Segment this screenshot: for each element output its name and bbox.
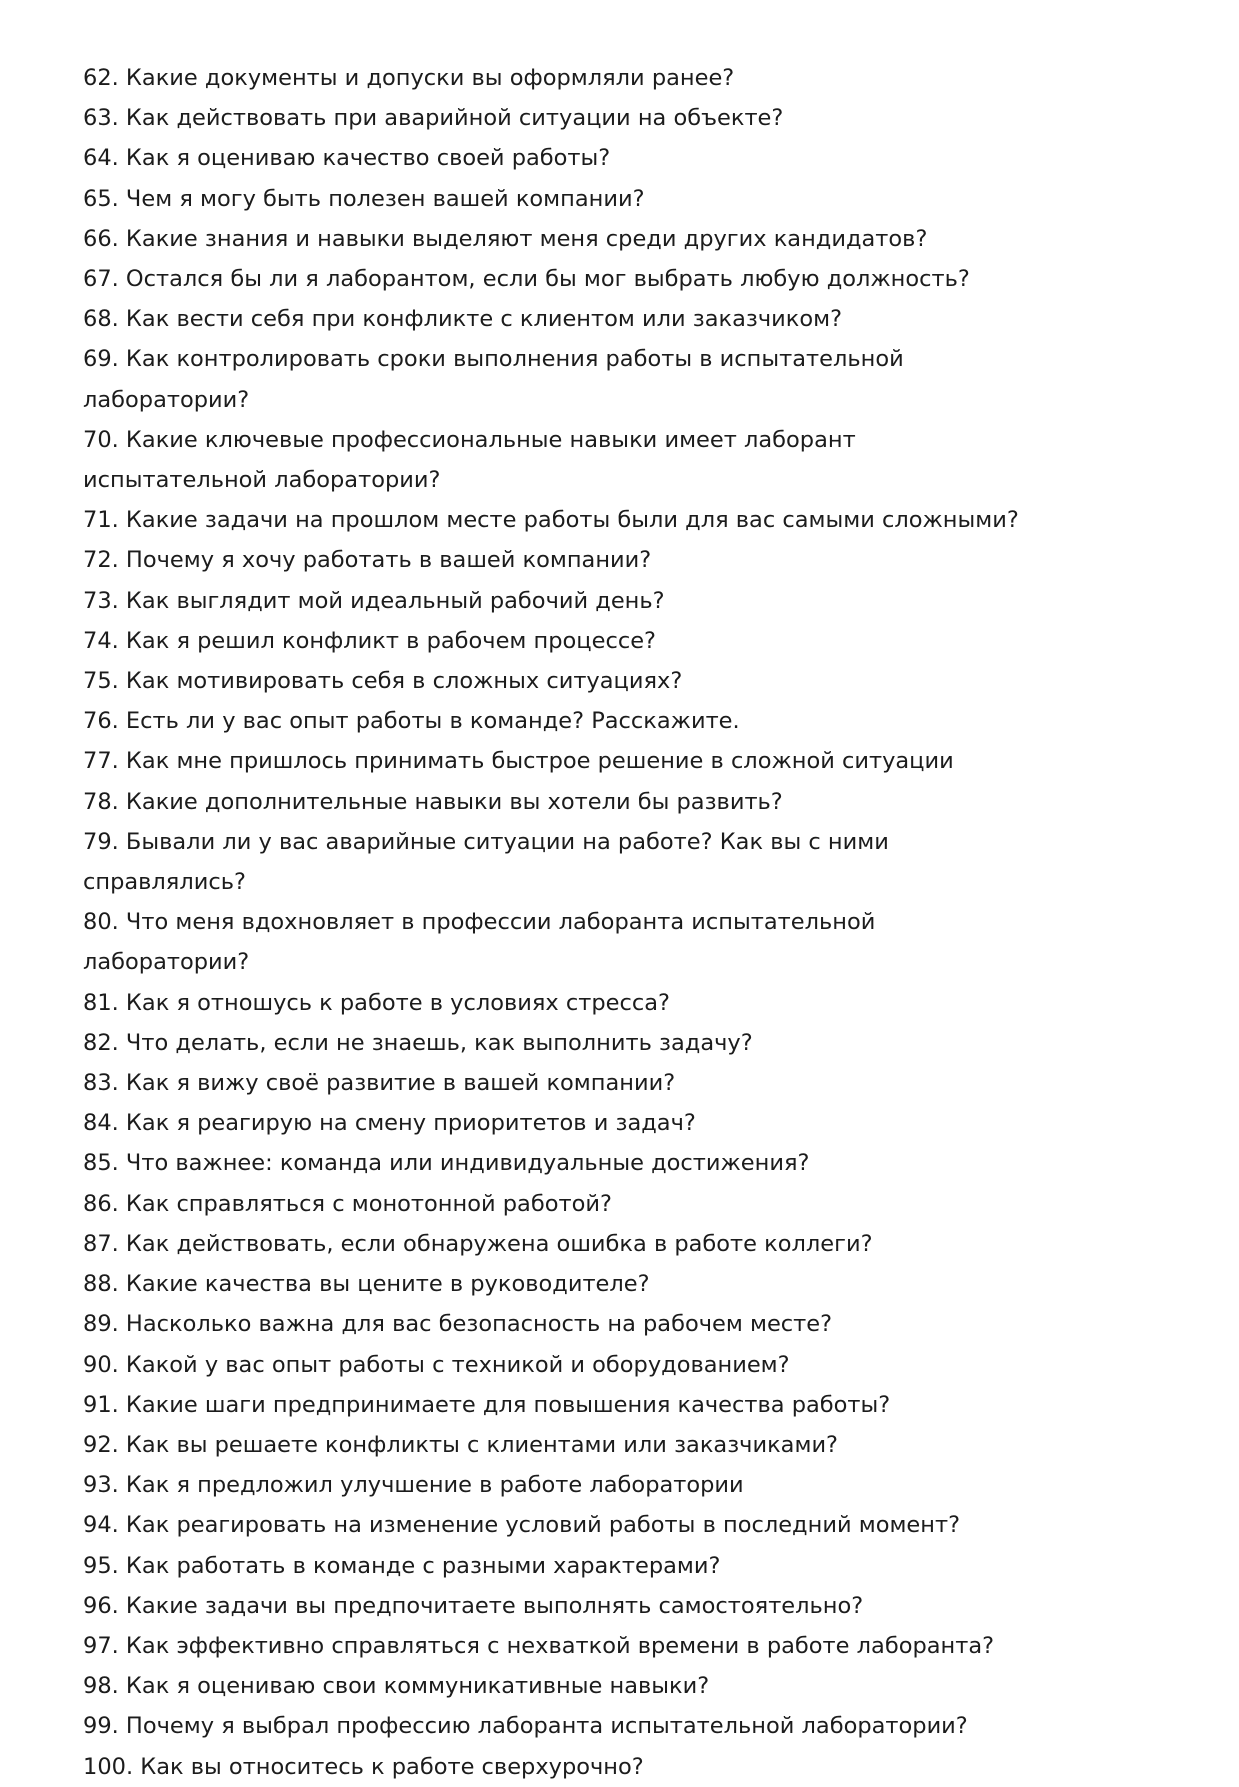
question-item: 95. Как работать в команде с разными характерами? [83, 1552, 721, 1579]
question-item: 80. Что меня вдохновляет в профессии лаборанта испытательной лаборатории? [83, 909, 876, 976]
question-list [83, 58, 1183, 1787]
question-item: 94. Как реагировать на изменение условий работы в последний момент? [83, 1512, 961, 1539]
question-item: 83. Как я вижу своё развитие в вашей компании? [83, 1070, 676, 1097]
question-item: 100. Как вы относитесь к работе сверхурочно? [83, 1753, 644, 1780]
question-item: 98. Как я оцениваю свои коммуникативные навыки? [83, 1673, 710, 1700]
question-item: 97. Как эффективно справляться с нехваткой времени в работе лаборанта? [83, 1632, 995, 1659]
question-item: 86. Как справляться с монотонной работой? [83, 1190, 612, 1217]
question-item: 66. Какие знания и навыки выделяют меня среди других кандидатов? [83, 225, 928, 252]
question-item: 74. Как я решил конфликт в рабочем процессе? [83, 627, 656, 654]
question-item: 91. Какие шаги предпринимаете для повышения качества работы? [83, 1391, 891, 1418]
question-item: 63. Как действовать при аварийной ситуации на объекте? [83, 105, 784, 132]
question-item: 79. Бывали ли у вас аварийные ситуации на работе? Как вы с ними справлялись? [83, 828, 889, 896]
question-item: 81. Как я отношусь к работе в условиях стресса? [83, 989, 670, 1016]
question-item: 89. Насколько важна для вас безопасность на рабочем месте? [83, 1311, 833, 1338]
question-item: 99. Почему я выбрал профессию лаборанта испытательной лаборатории? [83, 1713, 968, 1740]
question-item: 96. Какие задачи вы предпочитаете выполнять самостоятельно? [83, 1592, 864, 1619]
question-item: 72. Почему я хочу работать в вашей компании? [83, 547, 652, 574]
question-item: 85. Что важнее: команда или индивидуальные достижения? [83, 1150, 810, 1177]
question-item: 92. Как вы решаете конфликты с клиентами или заказчиками? [83, 1431, 839, 1458]
question-item: 77. Как мне пришлось принимать быстрое решение в сложной ситуации [83, 748, 954, 775]
question-item: 62. Какие документы и допуски вы оформляли ранее? [83, 65, 735, 91]
question-item: 65. Чем я могу быть полезен вашей компании? [83, 185, 645, 212]
question-item: 69. Как контролировать сроки выполнения работы в испытательной лаборатории? [83, 346, 904, 413]
question-item: 75. Как мотивировать себя в сложных ситуациях? [83, 668, 683, 695]
question-item: 64. Как я оцениваю качество своей работы? [83, 145, 611, 172]
question-item: 87. Как действовать, если обнаружена ошибка в работе коллеги? [83, 1230, 873, 1257]
question-item: 76. Есть ли у вас опыт работы в команде? Расскажите. [83, 708, 740, 735]
question-item: 78. Какие дополнительные навыки вы хотели бы развить? [83, 788, 783, 815]
question-item: 93. Как я предложил улучшение в работе лаборатории [83, 1472, 744, 1499]
question-item: 73. Как выглядит мой идеальный рабочий день? [83, 587, 665, 614]
question-item: 82. Что делать, если не знаешь, как выполнить задачу? [83, 1029, 753, 1056]
question-item: 90. Какой у вас опыт работы с техникой и оборудованием? [83, 1351, 790, 1378]
document-page [83, 58, 1183, 1787]
question-item: 88. Какие качества вы цените в руководителе? [83, 1271, 650, 1298]
question-item: 84. Как я реагирую на смену приоритетов и задач? [83, 1110, 696, 1137]
question-item: 71. Какие задачи на прошлом месте работы были для вас самыми сложными? [83, 507, 1019, 534]
question-item: 67. Остался бы ли я лаборантом, если бы мог выбрать любую должность? [83, 266, 970, 293]
question-item: 70. Какие ключевые профессиональные навыки имеет лаборант испытательной лаборатории? [83, 426, 856, 494]
question-item: 68. Как вести себя при конфликте с клиентом или заказчиком? [83, 306, 843, 333]
